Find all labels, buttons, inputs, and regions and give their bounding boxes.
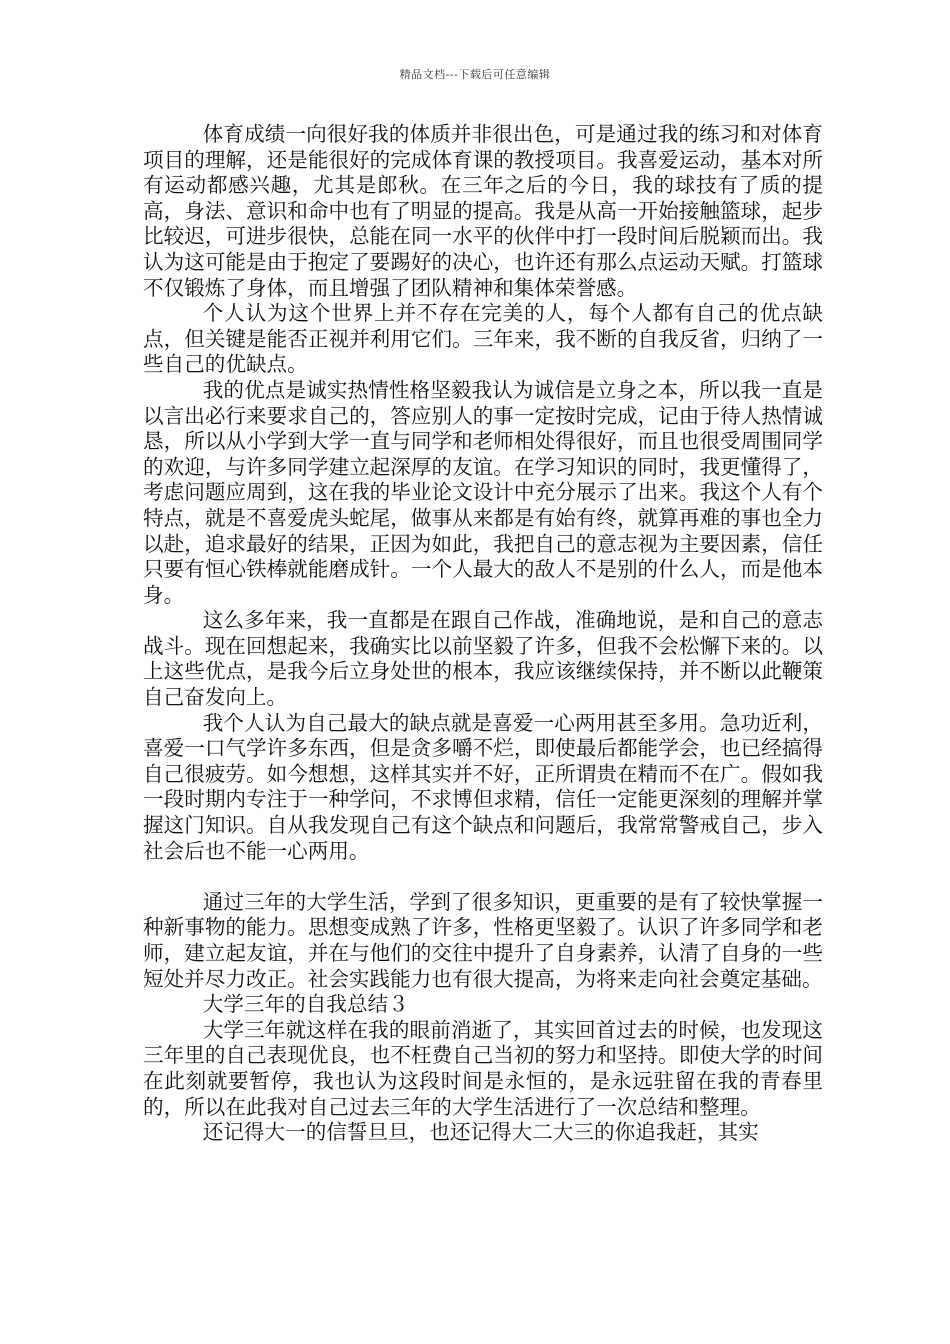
paragraph-willpower: 这么多年来，我一直都是在跟自己作战，准确地说，是和自己的意志战斗。现在回想起来，我确实比以前坚毅了许多，但我不会松懈下来的。以上这些优点，是我今后立身处世的根本，我应该继续保持，并不断以此鞭策自己奋发向上。 [143, 608, 823, 710]
document-body [143, 122, 823, 1146]
page-header: 精品文档---下载后可任意编辑 [399, 68, 551, 81]
paragraph-three-years: 大学三年就这样在我的眼前消逝了，其实回首过去的时候，也发现这三年里的自己表现优良，也不枉费自己当初的努力和坚持。即使大学的时间在此刻就要暂停，我也认为这段时间是永恒的，是永远驻留在我的青春里的，所以在此我对自己过去三年的大学生活进行了一次总结和整理。 [143, 1017, 823, 1119]
paragraph-strengths: 我的优点是诚实热情性格坚毅我认为诚信是立身之本，所以我一直是以言出必行来要求自己的，答应别人的事一定按时完成，记由于待人热情诚恳，所以从小学到大学一直与同学和老师相处得很好，而且也很受周围同学的欢迎，与许多同学建立起深厚的友谊。在学习知识的同时，我更懂得了，考虑问题应周到，这在我的毕业论文设计中充分展示了出来。我这个人有个特点，就是不喜爱虎头蛇尾，做事从来都是有始有终，就算再难的事也全力以赴，追求最好的结果，正因为如此，我把自己的意志视为主要因素，信任只要有恒心铁棒就能磨成针。一个人最大的敌人不是别的什么人，而是他本身。 [143, 377, 823, 607]
section-heading: 大学三年的自我总结３ [202, 992, 409, 1017]
paragraph-sports: 体育成绩一向很好我的体质并非很出色，可是通过我的练习和对体育项目的理解，还是能很好的完成体育课的教授项目。我喜爱运动，基本对所有运动都感兴趣，尤其是郎秋。在三年之后的今日，我的球技有了质的提高，身法、意识和命中也有了明显的提高。我是从高一开始接触篮球，起步比较迟，可进步很快，总能在同一水平的伙伴中打一段时间后脱颖而出。我认为这可能是由于抱定了要踢好的决心，也许还有那么点运动天赋。打篮球不仅锻炼了身体，而且增强了团队精神和集体荣誉感。 [143, 122, 823, 300]
paragraph-self-reflection: 个人认为这个世界上并不存在完美的人，每个人都有自己的优点缺点，但关键是能否正视并利用它们。三年来，我不断的自我反省，归纳了一些自己的优缺点。 [143, 301, 823, 377]
paragraph-weaknesses: 我个人认为自己最大的缺点就是喜爱一心两用甚至多用。急功近利，喜爱一口气学许多东西，但是贪多嚼不烂，即使最后都能学会，也已经搞得自己很疲劳。如今想想，这样其实并不好，正所谓贵在精而不在广。假如我一段时期内专注于一种学问，不求博但求精，信任一定能更深刻的理解并掌握这门知识。自从我发现自己有这个缺点和问题后，我常常警戒自己，步入社会后也不能一心两用。 [143, 710, 823, 863]
paragraph-first-year: 还记得大一的信誓旦旦，也还记得大二大三的你追我赶，其实 [202, 1120, 759, 1145]
paragraph-summary: 通过三年的大学生活，学到了很多知识，更重要的是有了较快掌握一种新事物的能力。思想变成熟了许多，性格更坚毅了。认识了许多同学和老师，建立起友谊，并在与他们的交往中提升了自身素养，认清了自身的一些短处并尽力改正。社会实践能力也有很大提高，为将来走向社会奠定基础。 [143, 889, 823, 991]
